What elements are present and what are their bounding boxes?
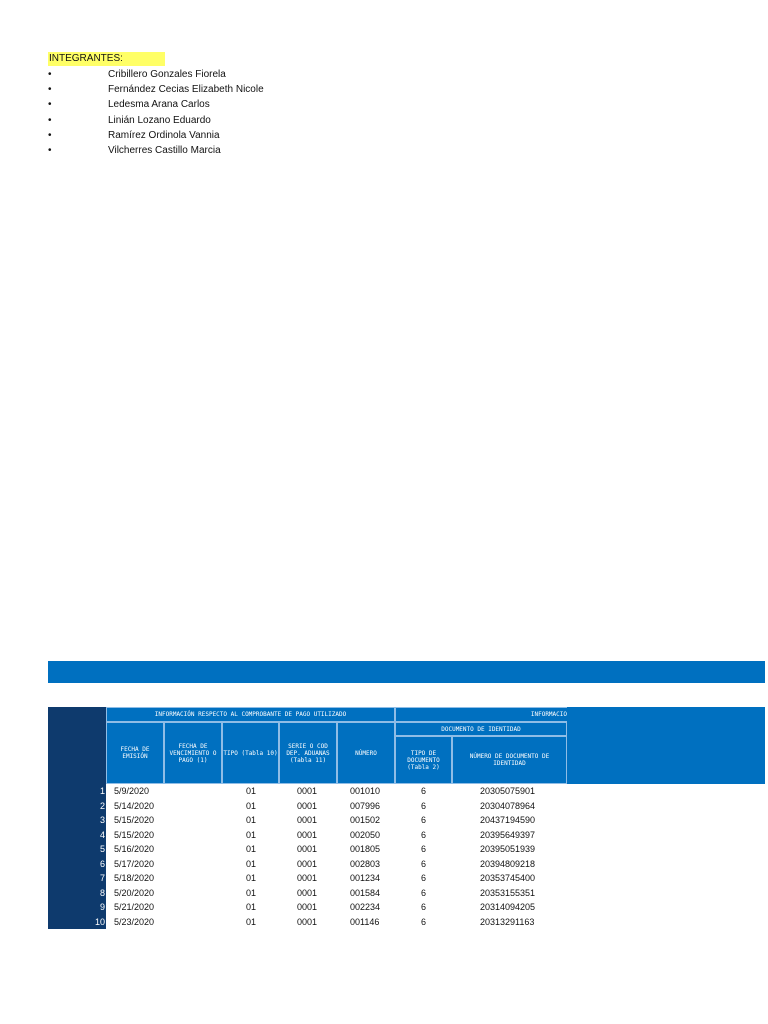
cell-tipo: 01 bbox=[246, 873, 257, 883]
member-name: Linián Lozano Eduardo bbox=[108, 114, 211, 126]
row-number: 7 bbox=[99, 873, 105, 883]
table-row bbox=[48, 857, 568, 872]
cell-fecha-emision: 5/21/2020 bbox=[114, 902, 155, 912]
cell-numero-documento: 20304078964 bbox=[480, 800, 536, 811]
cell-fecha-emision: 5/23/2020 bbox=[114, 916, 155, 927]
cell-tipo-documento: 6 bbox=[421, 858, 427, 869]
cell-fecha-emision: 5/15/2020 bbox=[114, 815, 155, 825]
cell-numero-documento: 20395649397 bbox=[480, 829, 536, 840]
cell-fecha-emision: 5/9/2020 bbox=[114, 786, 150, 796]
cell-numero: 002803 bbox=[350, 858, 381, 869]
cell-numero: 001146 bbox=[350, 916, 380, 927]
cell-numero: 007996 bbox=[350, 800, 381, 811]
cell-serie: 0001 bbox=[297, 800, 318, 811]
row-number: 10 bbox=[94, 916, 105, 927]
group-header-documento: DOCUMENTO DE IDENTIDAD bbox=[395, 722, 567, 736]
cell-numero-documento: 20353155351 bbox=[480, 887, 536, 898]
table-row bbox=[48, 813, 568, 828]
col-header-tipo: TIPO (Tabla 10) bbox=[222, 722, 279, 784]
cell-tipo: 01 bbox=[246, 902, 257, 912]
cell-tipo: 01 bbox=[246, 916, 257, 927]
bullet-icon: • bbox=[48, 69, 52, 80]
table-row bbox=[48, 886, 568, 901]
row-number: 1 bbox=[99, 786, 105, 796]
cell-tipo-documento: 6 bbox=[421, 829, 427, 840]
cell-tipo: 01 bbox=[246, 786, 257, 796]
member-name: Ramírez Ordinola Vannia bbox=[108, 129, 220, 141]
col-header-fecha-emision: FECHA DE EMISIÓN bbox=[106, 722, 164, 784]
col-header-serie: SERIE O COD DEP. ADUANAS (Tabla 11) bbox=[279, 722, 337, 784]
cell-fecha-emision: 5/16/2020 bbox=[114, 844, 155, 854]
cell-numero: 002234 bbox=[350, 902, 381, 912]
cell-fecha-emision: 5/15/2020 bbox=[114, 829, 155, 840]
row-number: 2 bbox=[99, 800, 105, 811]
cell-numero-documento: 20313291163 bbox=[480, 916, 535, 927]
bullet-icon: • bbox=[48, 114, 52, 126]
section-header-band bbox=[48, 661, 765, 683]
table-row bbox=[48, 915, 568, 930]
col-header-fecha-vencimiento: FECHA DE VENCIMIENTO O PAGO (1) bbox=[164, 722, 222, 784]
cell-tipo: 01 bbox=[246, 815, 257, 825]
table-row bbox=[48, 900, 568, 915]
member-name: Vilcherres Castillo Marcia bbox=[108, 144, 221, 156]
purchase-register-table bbox=[48, 707, 765, 929]
bullet-icon: • bbox=[48, 144, 52, 156]
table-row bbox=[48, 799, 568, 814]
cell-tipo-documento: 6 bbox=[421, 815, 427, 825]
cell-tipo-documento: 6 bbox=[421, 887, 427, 898]
row-number: 4 bbox=[99, 829, 105, 840]
cell-tipo: 01 bbox=[246, 887, 257, 898]
cell-numero: 002050 bbox=[350, 829, 381, 840]
bullet-icon: • bbox=[48, 84, 52, 96]
cell-serie: 0001 bbox=[297, 887, 318, 898]
cell-numero: 001584 bbox=[350, 887, 381, 898]
cell-tipo: 01 bbox=[246, 829, 257, 840]
cell-tipo: 01 bbox=[246, 844, 257, 854]
members-title: INTEGRANTES: bbox=[48, 52, 165, 66]
cell-tipo-documento: 6 bbox=[421, 916, 427, 927]
cell-fecha-emision: 5/20/2020 bbox=[114, 887, 155, 898]
cell-serie: 0001 bbox=[297, 902, 318, 912]
cell-numero-documento: 20353745400 bbox=[480, 873, 536, 883]
cell-numero: 001010 bbox=[350, 786, 381, 796]
cell-tipo: 01 bbox=[246, 858, 257, 869]
col-header-tipo-documento: TIPO DE DOCUMENTO (Tabla 2) bbox=[395, 736, 452, 784]
cell-serie: 0001 bbox=[297, 858, 318, 869]
cell-numero: 001502 bbox=[350, 815, 381, 825]
cell-tipo-documento: 6 bbox=[421, 873, 427, 883]
cell-tipo-documento: 6 bbox=[421, 800, 427, 811]
row-number: 9 bbox=[99, 902, 105, 912]
cell-numero-documento: 20314094205 bbox=[480, 902, 536, 912]
cell-serie: 0001 bbox=[297, 916, 318, 927]
row-number: 5 bbox=[99, 844, 105, 854]
col-header-numero: NÚMERO bbox=[337, 722, 395, 784]
row-number: 3 bbox=[99, 815, 105, 825]
row-number: 8 bbox=[99, 887, 105, 898]
row-number: 6 bbox=[99, 858, 105, 869]
cell-numero-documento: 20394809218 bbox=[480, 858, 536, 869]
cell-fecha-emision: 5/14/2020 bbox=[114, 800, 155, 811]
cell-tipo-documento: 6 bbox=[421, 902, 427, 912]
cell-serie: 0001 bbox=[297, 829, 318, 840]
table-row bbox=[48, 871, 568, 886]
cell-numero-documento: 20395051939 bbox=[480, 844, 536, 854]
cell-serie: 0001 bbox=[297, 815, 318, 825]
group-header-comprobante: INFORMACIÓN RESPECTO AL COMPROBANTE DE PAGO UTILIZADO bbox=[106, 707, 395, 722]
bullet-icon: • bbox=[48, 99, 52, 111]
member-name: Fernández Cecias Elizabeth Nicole bbox=[108, 84, 264, 96]
cell-serie: 0001 bbox=[297, 844, 318, 854]
cell-tipo: 01 bbox=[246, 800, 257, 811]
bullet-icon: • bbox=[48, 129, 52, 141]
cell-tipo-documento: 6 bbox=[421, 844, 427, 854]
cell-numero: 001234 bbox=[350, 873, 381, 883]
table-row bbox=[48, 784, 568, 799]
cell-fecha-emision: 5/17/2020 bbox=[114, 858, 155, 869]
table-row bbox=[48, 842, 568, 857]
col-header-numero-documento: NÚMERO DE DOCUMENTO DE IDENTIDAD bbox=[452, 736, 567, 784]
cell-serie: 0001 bbox=[297, 873, 318, 883]
table-row bbox=[48, 828, 568, 843]
cell-tipo-documento: 6 bbox=[421, 786, 427, 796]
cell-numero: 001805 bbox=[350, 844, 381, 854]
member-name: Ledesma Arana Carlos bbox=[108, 99, 210, 111]
cell-numero-documento: 20437194590 bbox=[480, 815, 536, 825]
cell-numero-documento: 20305075901 bbox=[480, 786, 536, 796]
member-name: Cribillero Gonzales Fiorela bbox=[108, 69, 226, 80]
cell-fecha-emision: 5/18/2020 bbox=[114, 873, 155, 883]
cell-serie: 0001 bbox=[297, 786, 318, 796]
group-header-informacion: INFORMACIO bbox=[395, 707, 567, 722]
